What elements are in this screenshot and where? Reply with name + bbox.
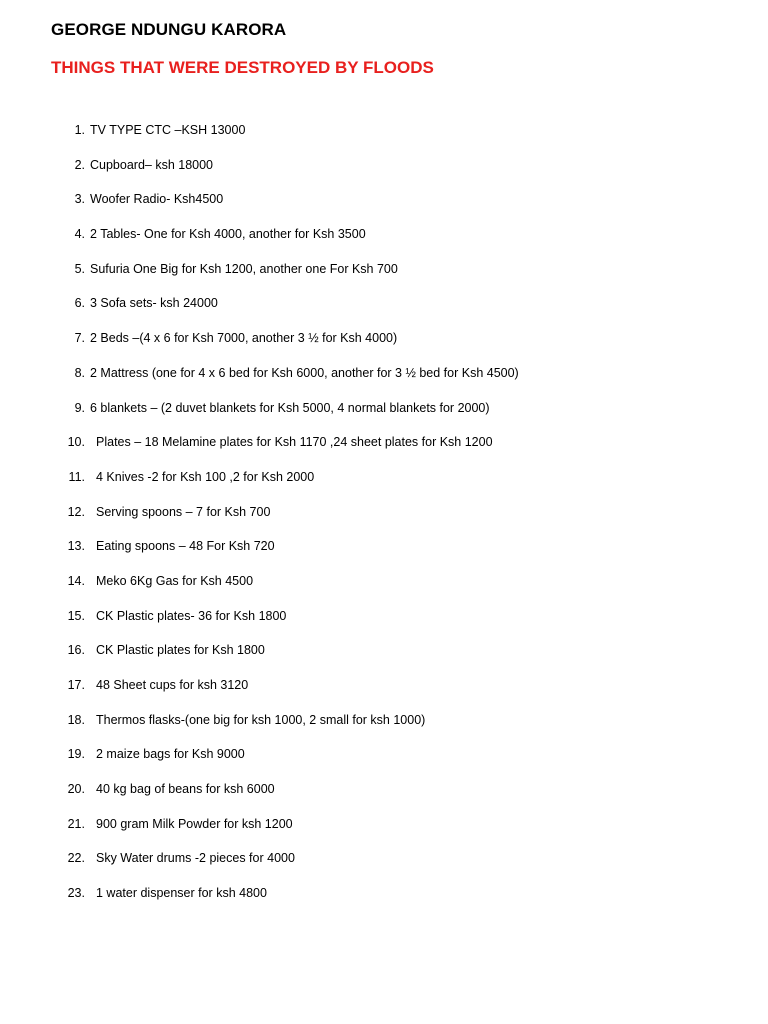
list-item bbox=[0, 711, 768, 746]
list-item bbox=[0, 294, 768, 329]
list-item-text: Woofer Radio- Ksh4500 bbox=[90, 192, 224, 207]
list-item-number: 2. bbox=[74, 157, 85, 172]
list-item-text: 48 Sheet cups for ksh 3120 bbox=[96, 678, 249, 692]
list-item-text: 1 water dispenser for ksh 4800 bbox=[96, 886, 267, 901]
list-item-number: 19. bbox=[67, 747, 85, 762]
list-item bbox=[0, 329, 768, 364]
list-item bbox=[0, 503, 768, 538]
list-item bbox=[0, 607, 768, 642]
list-item-number: 12. bbox=[67, 504, 85, 519]
list-item bbox=[0, 745, 768, 780]
list-item-text: Cupboard– ksh 18000 bbox=[90, 157, 214, 172]
list-item-text: 40 kg bag of beans for ksh 6000 bbox=[96, 782, 275, 797]
list-item-number: 4. bbox=[74, 227, 85, 242]
list-item bbox=[0, 884, 768, 919]
list-item-text: Serving spoons – 7 for Ksh 700 bbox=[96, 504, 271, 519]
list-item-text: Plates – 18 Melamine plates for Ksh 1170 ,24 sheet plates for Ksh 1200 bbox=[96, 435, 493, 450]
list-item-number: 16. bbox=[67, 643, 85, 658]
list-item bbox=[0, 849, 768, 884]
list-item-number: 23. bbox=[67, 886, 85, 901]
list-item-number: 11. bbox=[68, 469, 85, 484]
list-item-number: 15. bbox=[67, 608, 85, 623]
list-item-number: 7. bbox=[74, 331, 85, 346]
list-item bbox=[0, 815, 768, 850]
list-item-number: 20. bbox=[67, 782, 85, 797]
list-item bbox=[0, 676, 768, 711]
list-item-number: 17. bbox=[67, 678, 85, 692]
list-item bbox=[0, 572, 768, 607]
list-item-text: 6 blankets – (2 duvet blankets for Ksh 5000, 4 normal blankets for 2000) bbox=[90, 400, 490, 415]
list-item bbox=[0, 364, 768, 399]
list-item bbox=[0, 225, 768, 260]
list-item-text: 900 gram Milk Powder for ksh 1200 bbox=[96, 816, 293, 831]
list-item-text: 4 Knives -2 for Ksh 100 ,2 for Ksh 2000 bbox=[96, 469, 315, 484]
list-item-text: Thermos flasks-(one big for ksh 1000, 2 small for ksh 1000) bbox=[96, 712, 426, 727]
list-item-number: 8. bbox=[74, 365, 85, 380]
list-item-text: Eating spoons – 48 For Ksh 720 bbox=[96, 539, 275, 554]
list-item-text: 3 Sofa sets- ksh 24000 bbox=[90, 296, 218, 311]
list-item-text: Meko 6Kg Gas for Ksh 4500 bbox=[96, 573, 254, 588]
list-item-number: 21. bbox=[67, 816, 85, 831]
list-item-text: 2 maize bags for Ksh 9000 bbox=[96, 747, 245, 762]
list-item-text: Sufuria One Big for Ksh 1200, another one For Ksh 700 bbox=[90, 261, 398, 276]
list-item-number: 6. bbox=[74, 296, 85, 311]
list-item-number: 14. bbox=[67, 573, 85, 588]
list-item-number: 10. bbox=[67, 435, 85, 450]
list-item bbox=[0, 260, 768, 295]
list-item-text: 2 Mattress (one for 4 x 6 bed for Ksh 6000, another for 3 ½ bed for Ksh 4500) bbox=[90, 365, 519, 380]
list-item bbox=[0, 468, 768, 503]
list-item bbox=[0, 433, 768, 468]
list-item-text: Sky Water drums -2 pieces for 4000 bbox=[96, 851, 295, 866]
list-item-number: 18. bbox=[67, 712, 85, 727]
list-item-text: TV TYPE CTC –KSH 13000 bbox=[90, 123, 246, 137]
list-item bbox=[0, 399, 768, 434]
list-item bbox=[0, 537, 768, 572]
list-item bbox=[0, 121, 768, 156]
list-item-text: CK Plastic plates- 36 for Ksh 1800 bbox=[96, 608, 287, 623]
list-item-number: 22. bbox=[67, 851, 85, 866]
list-item bbox=[0, 190, 768, 225]
list-item-number: 13. bbox=[67, 539, 85, 554]
document-title: GEORGE NDUNGU KARORA bbox=[51, 20, 287, 39]
document-subtitle: THINGS THAT WERE DESTROYED BY FLOODS bbox=[51, 58, 434, 77]
list-item bbox=[0, 780, 768, 815]
list-item-number: 9. bbox=[74, 400, 85, 415]
list-item-text: CK Plastic plates for Ksh 1800 bbox=[96, 643, 265, 658]
list-item-number: 5. bbox=[74, 261, 85, 276]
list-item bbox=[0, 641, 768, 676]
list-item bbox=[0, 156, 768, 191]
items-list bbox=[0, 121, 768, 919]
list-item-text: 2 Beds –(4 x 6 for Ksh 7000, another 3 ½ for Ksh 4000) bbox=[90, 331, 398, 346]
list-item-number: 3. bbox=[74, 192, 85, 207]
list-item-text: 2 Tables- One for Ksh 4000, another for Ksh 3500 bbox=[90, 227, 366, 242]
list-item-number: 1. bbox=[74, 123, 85, 137]
